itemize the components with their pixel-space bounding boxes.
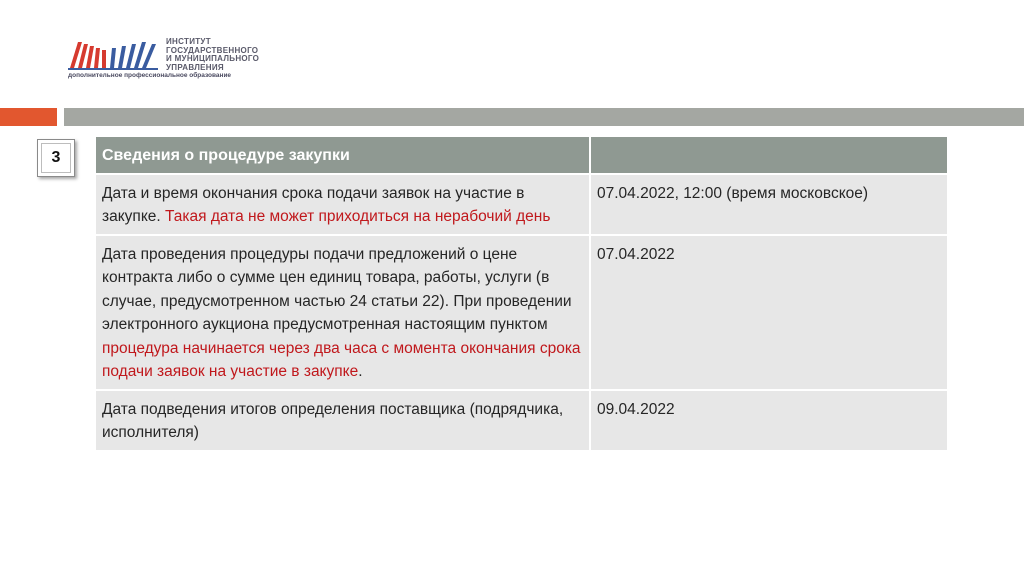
logo-line: УПРАВЛЕНИЯ — [166, 62, 224, 72]
header-bar — [64, 108, 1024, 126]
table-cell-value: 07.04.2022, 12:00 (время московское) — [590, 174, 948, 235]
table-cell-value: 09.04.2022 — [590, 390, 948, 451]
label-text: Дата проведения процедуры подачи предложений о цене контракта либо о сумме цен единиц товара, работы, услуги (в случае, предусмотренном частью 24 статьи 22). При проведении электронного аукциона предусмотренная настоящим пунктом — [102, 245, 572, 333]
table-cell-label — [95, 390, 590, 451]
table-header-row — [95, 136, 948, 174]
table-row — [95, 235, 948, 390]
table-header-cell — [590, 136, 948, 174]
logo-line: ГОСУДАРСТВЕННОГО — [166, 45, 259, 55]
table-row — [95, 174, 948, 235]
table-cell-label — [95, 174, 590, 235]
logo-subtitle: дополнительное профессиональное образование — [68, 72, 232, 79]
table-header-cell: Сведения о процедуре закупки — [95, 136, 590, 174]
logo-line: И МУНИЦИПАЛЬНОГО — [166, 54, 260, 63]
label-text-tail: . — [358, 363, 363, 380]
slide-number: 3 — [51, 149, 61, 166]
logo-line: ИНСТИТУТ — [166, 37, 211, 46]
table-row — [95, 390, 948, 451]
table-cell-label — [95, 235, 590, 390]
procurement-table — [94, 135, 949, 452]
books-logo-icon — [68, 36, 160, 70]
label-emphasis: Такая дата не может приходиться на нерабочий день — [165, 208, 551, 225]
institute-logo — [68, 32, 308, 82]
logo-title — [166, 38, 259, 72]
table-cell-value: 07.04.2022 — [590, 235, 948, 390]
label-text: Дата и время окончания срока подачи заявок на участие в закупке. — [102, 184, 525, 225]
label-text: Дата подведения итогов определения поставщика (подрядчика, исполнителя) — [102, 400, 564, 441]
slide-number-box — [37, 139, 75, 177]
accent-bar — [0, 108, 57, 126]
label-emphasis: процедура начинается через два часа с момента окончания срока подачи заявок на участие в закупке — [102, 339, 581, 380]
